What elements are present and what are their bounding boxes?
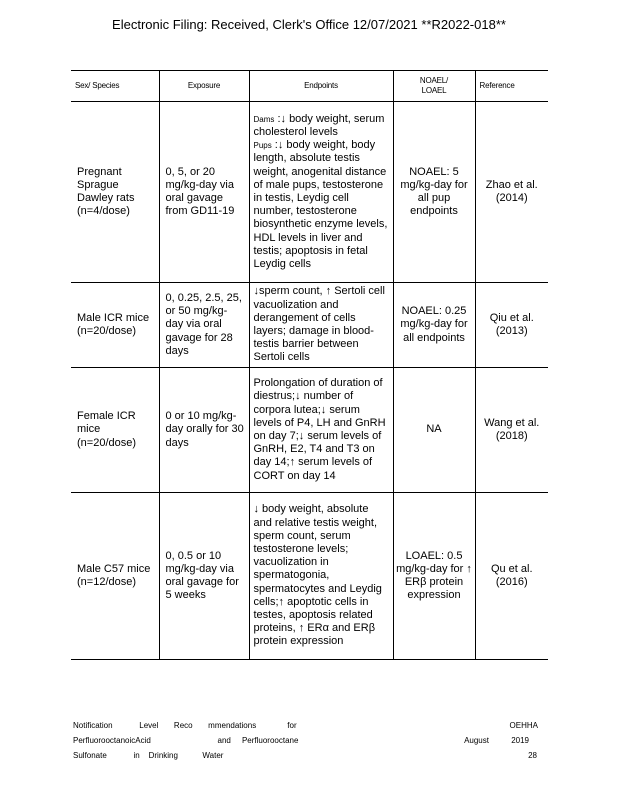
dams-label: Dams bbox=[253, 114, 275, 124]
table-row bbox=[71, 283, 548, 368]
species-cell: Male ICR mice (n=20/dose) bbox=[71, 283, 159, 368]
reference-cell: Wang et al. (2018) bbox=[475, 368, 548, 493]
noael-cell: NOAEL: 5 mg/kg-day for all pup endpoints bbox=[393, 102, 475, 283]
endpoints-cell bbox=[249, 102, 393, 283]
noael-cell: LOAEL: 0.5 mg/kg-day for ↑ ERβ protein expression bbox=[393, 493, 475, 660]
col-header-noael bbox=[393, 71, 475, 102]
species-cell: Male C57 mice (n=12/dose) bbox=[71, 493, 159, 660]
exposure-cell: 0, 0.25, 2.5, 25, or 50 mg/kg-day via oral gavage for 28 days bbox=[159, 283, 249, 368]
exposure-cell: 0 or 10 mg/kg-day orally for 30 days bbox=[159, 368, 249, 493]
dams-endpoints: :↓ body weight, serum cholesterol levels bbox=[253, 112, 385, 138]
col-header-noael-line1: NOAEL/ bbox=[419, 76, 449, 85]
endpoints-cell: Prolongation of duration of diestrus;↓ number of corpora lutea;↓ serum levels of P4, LH and GnRH on day 7;↓ serum levels of GnRH, E2, T4 and T3 on day 14;↑ serum levels of CORT on day 14 bbox=[249, 368, 393, 493]
species-cell: Pregnant Sprague Dawley rats (n=4/dose) bbox=[71, 102, 159, 283]
noael-cell: NA bbox=[393, 368, 475, 493]
table-row bbox=[71, 493, 548, 660]
pups-label: Pups bbox=[253, 141, 272, 151]
toxicity-studies-table bbox=[71, 70, 548, 660]
reference-cell: Qiu et al. (2013) bbox=[475, 283, 548, 368]
filing-header: Electronic Filing: Received, Clerk's Office 12/07/2021 **R2022-018** bbox=[112, 17, 506, 32]
footer-date: August 2019 bbox=[464, 736, 529, 745]
col-header-exposure: Exposure bbox=[159, 71, 249, 102]
table-row bbox=[71, 102, 548, 283]
endpoints-cell: ↓ body weight, absolute and relative testis weight, sperm count, serum testosterone levels; vacuolization in spermatogonia, spermatocytes and Leydig cells;↑ apoptotic cells in testes, apoptosis related proteins, ↑ ERα and ERβ protein expression bbox=[249, 493, 393, 660]
page-number: 28 bbox=[528, 751, 537, 760]
pups-endpoints: :↓ body weight, body length, absolute testis weight, anogenital distance of male pups, testosterone in testis, Leydig cell number, testosterone biosynthetic enzyme levels, HDL levels in liver and testis; apoptosis in fetal Leydig cells bbox=[253, 139, 388, 271]
reference-cell: Qu et al. (2016) bbox=[475, 493, 548, 660]
exposure-cell: 0, 5, or 20 mg/kg-day via oral gavage from GD11-19 bbox=[159, 102, 249, 283]
footer-title-line1: Notification Level Reco mmendations for bbox=[73, 721, 297, 730]
table-row bbox=[71, 368, 548, 493]
table-header-row bbox=[71, 71, 548, 102]
endpoints-cell: ↓sperm count, ↑ Sertoli cell vacuolization and derangement of cells layers; damage in blood-testis barrier between Sertoli cells bbox=[249, 283, 393, 368]
species-cell: Female ICR mice (n=20/dose) bbox=[71, 368, 159, 493]
exposure-cell: 0, 0.5 or 10 mg/kg-day via oral gavage for 5 weeks bbox=[159, 493, 249, 660]
noael-cell: NOAEL: 0.25 mg/kg-day for all endpoints bbox=[393, 283, 475, 368]
footer-title-line3: Sulfonate in Drinking Water bbox=[73, 751, 224, 760]
reference-cell: Zhao et al. (2014) bbox=[475, 102, 548, 283]
col-header-species: Sex/ Species bbox=[71, 71, 159, 102]
col-header-noael-line2: LOAEL bbox=[421, 86, 447, 95]
col-header-endpoints: Endpoints bbox=[249, 71, 393, 102]
footer-title-line2: PerfluorooctanoicAcid and Perfluorooctane bbox=[73, 736, 299, 745]
col-header-reference: Reference bbox=[475, 71, 548, 102]
footer-org: OEHHA bbox=[509, 721, 538, 730]
